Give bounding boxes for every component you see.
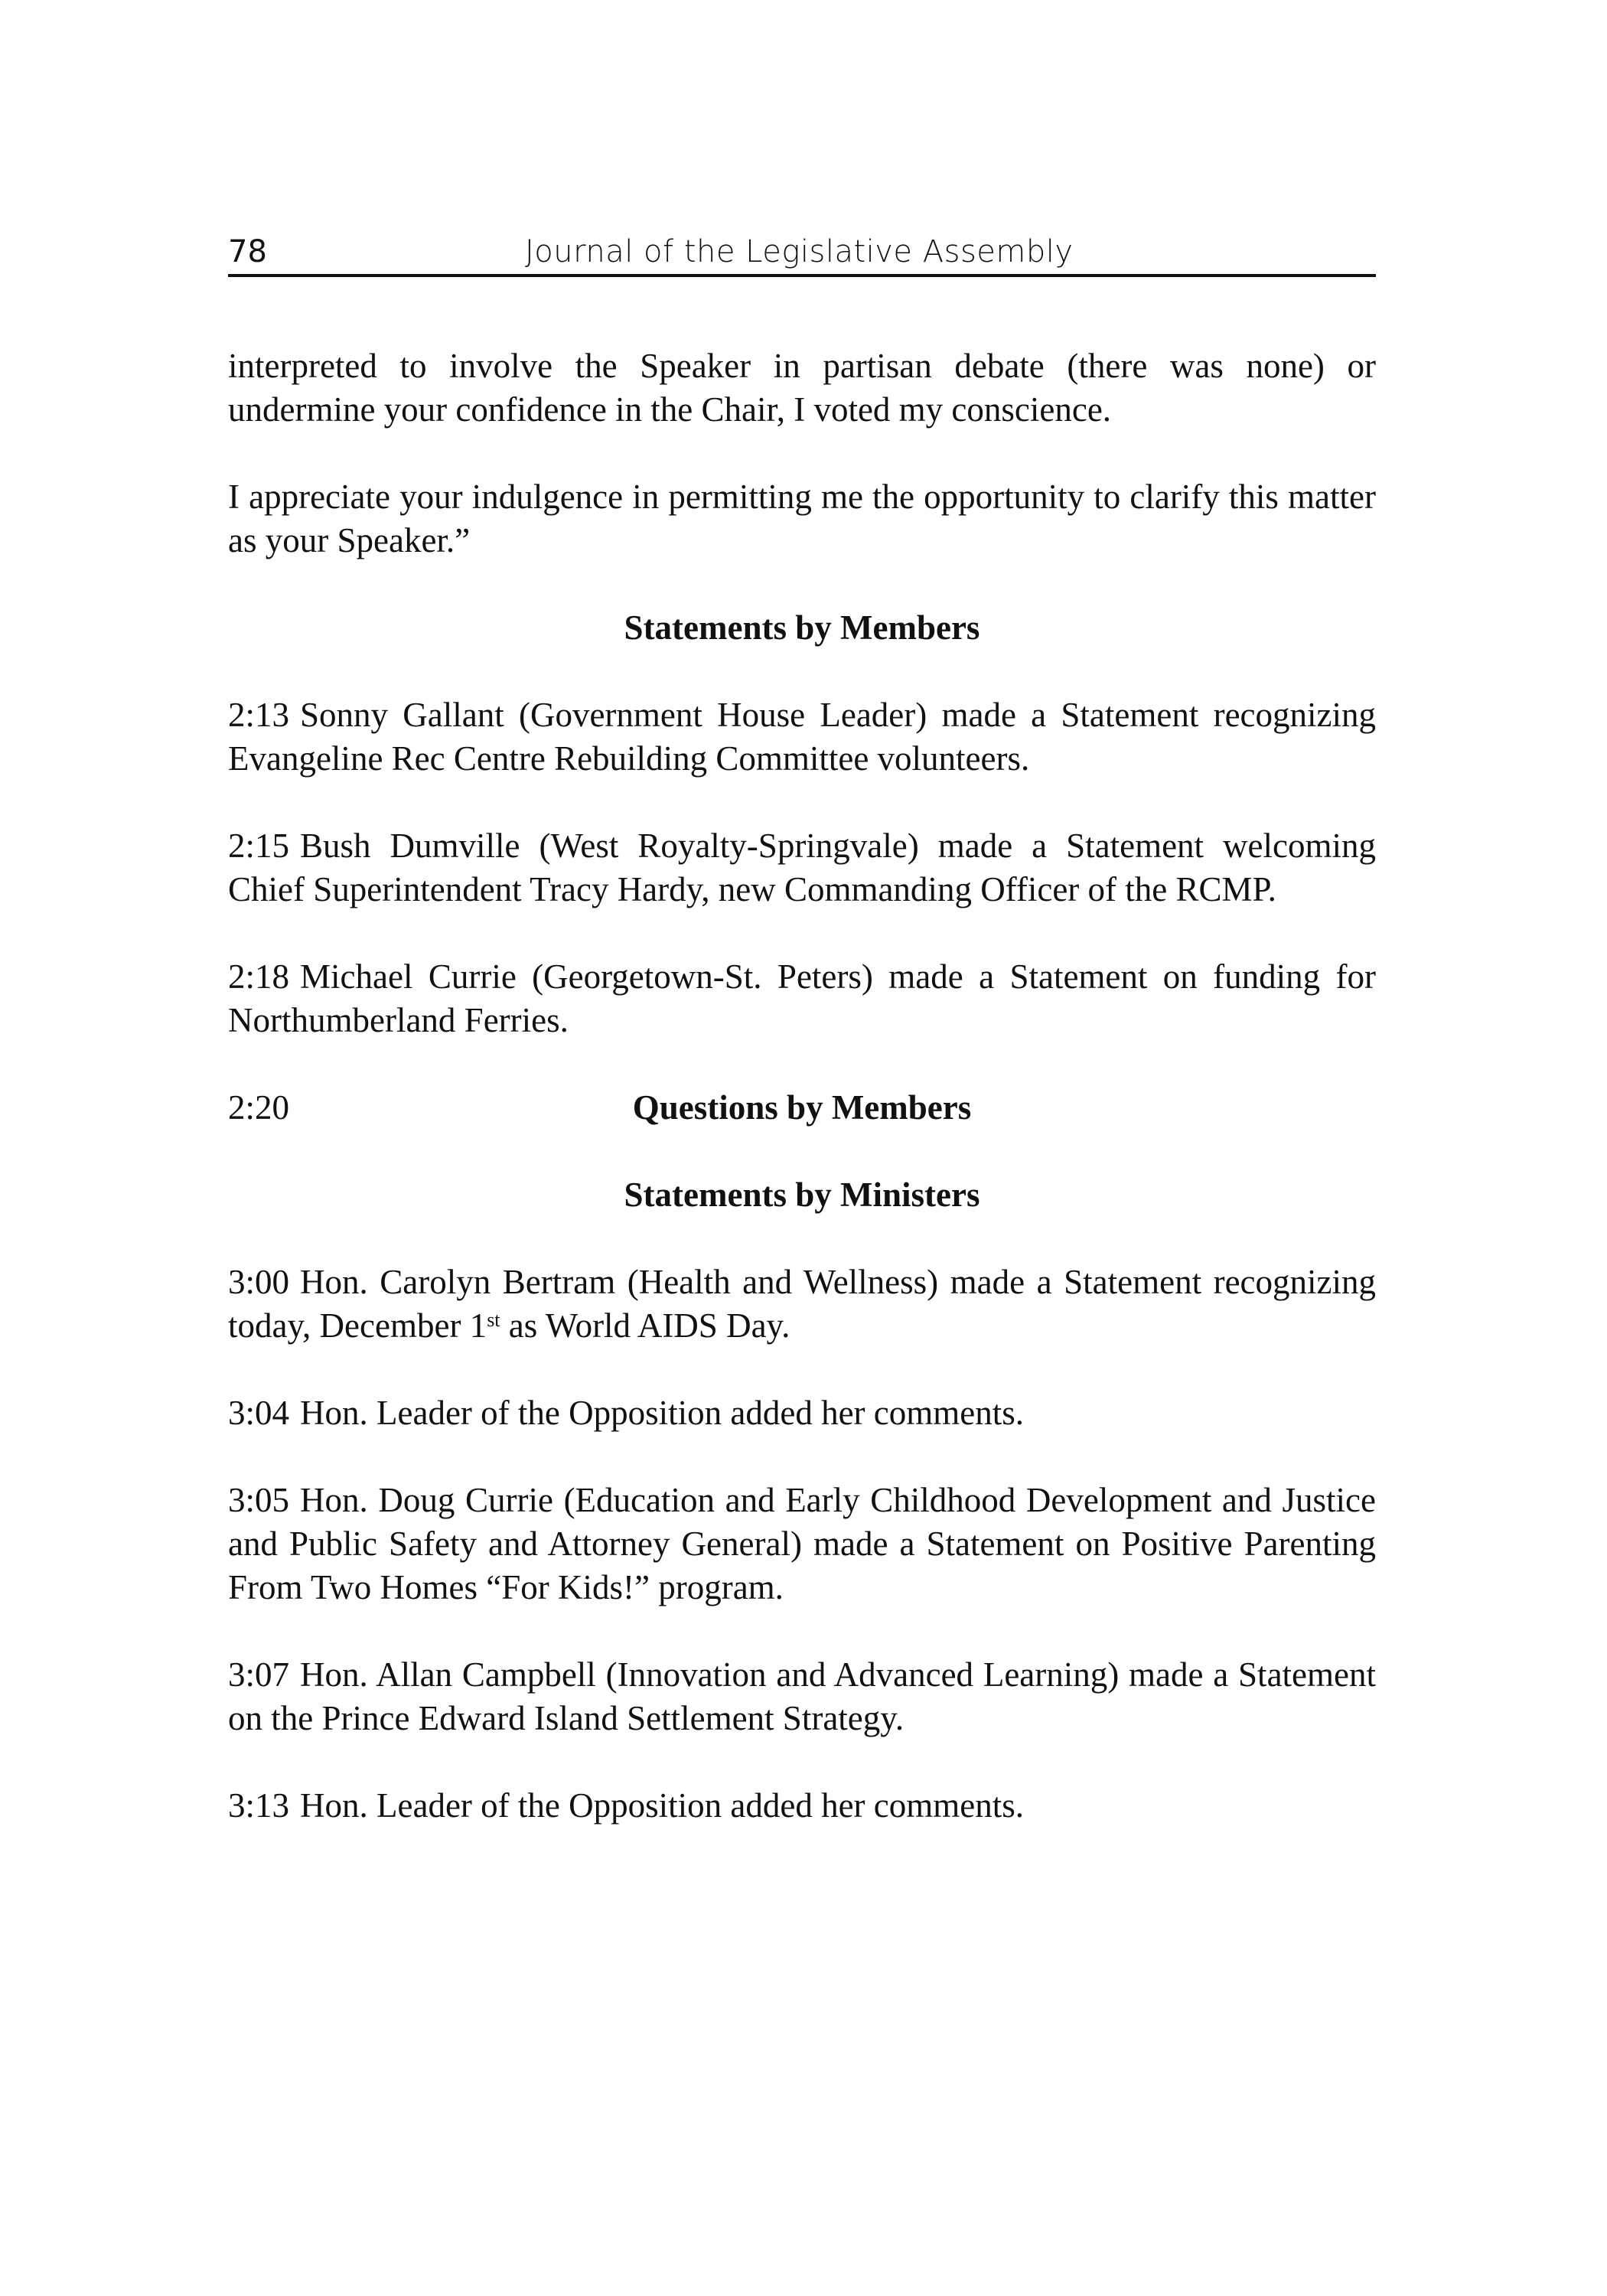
entry-text: Hon. Doug Currie (Education and Early Childhood Development and Justice and Public Safety and Attorney General) made a Statement on Positive Parenting From Two Homes “For Kids!” program. bbox=[228, 1481, 1376, 1606]
page-number: 78 bbox=[228, 234, 267, 269]
entry-text: Sonny Gallant (Government House Leader) made a Statement recognizing Evangeline Rec Centre Rebuilding Committee volunteers. bbox=[228, 696, 1376, 778]
entry-minister-statement-2 bbox=[228, 1479, 1376, 1609]
entry-text: Hon. Leader of the Opposition added her comments. bbox=[300, 1786, 1025, 1825]
entry-time: 3:05 bbox=[228, 1481, 290, 1519]
entry-time: 3:04 bbox=[228, 1394, 290, 1432]
entry-text: Michael Currie (Georgetown-St. Peters) made a Statement on funding for Northumberland Ferries. bbox=[228, 957, 1376, 1039]
paragraph-speaker-conscience: interpreted to involve the Speaker in partisan debate (there was none) or undermine your confidence in the Chair, I voted my conscience. bbox=[228, 347, 1376, 429]
entry-time: 2:20 bbox=[228, 1088, 290, 1127]
entry-text: Bush Dumville (West Royalty-Springvale) made a Statement welcoming Chief Superintendent Tracy Hardy, new Commanding Officer of the RCMP. bbox=[228, 827, 1376, 908]
journal-content bbox=[228, 344, 1376, 1828]
paragraph-speaker-clarification: I appreciate your indulgence in permitting me the opportunity to clarify this matter as your Speaker.” bbox=[228, 478, 1376, 559]
entry-text: Hon. Carolyn Bertram (Health and Wellness) made a Statement recognizing today, December 1 bbox=[228, 1263, 1376, 1345]
entry-statement-3 bbox=[228, 955, 1376, 1042]
entry-statement-2 bbox=[228, 824, 1376, 912]
entry-opposition-comment-1 bbox=[228, 1391, 1376, 1435]
entry-time: 3:00 bbox=[228, 1263, 290, 1301]
superscript-ordinal: st bbox=[487, 1309, 500, 1331]
entry-text-tail: as World AIDS Day. bbox=[500, 1306, 790, 1345]
entry-time: 2:18 bbox=[228, 957, 290, 996]
journal-title: Journal of the Legislative Assembly bbox=[525, 234, 1074, 269]
entry-text: Hon. Allan Campbell (Innovation and Advanced Learning) made a Statement on the Prince Edward Island Settlement Strategy. bbox=[228, 1655, 1376, 1737]
running-header bbox=[228, 230, 1376, 277]
entry-minister-statement-1 bbox=[228, 1261, 1376, 1348]
entry-time: 3:07 bbox=[228, 1655, 290, 1694]
section-heading-questions-by-members: Questions by Members bbox=[632, 1088, 972, 1127]
journal-page bbox=[228, 230, 1376, 1871]
entry-statement-1 bbox=[228, 693, 1376, 781]
entry-time: 3:13 bbox=[228, 1786, 290, 1825]
entry-minister-statement-3 bbox=[228, 1653, 1376, 1740]
section-heading-statements-by-members: Statements by Members bbox=[624, 608, 980, 647]
entry-time: 2:15 bbox=[228, 827, 290, 865]
section-heading-statements-by-ministers: Statements by Ministers bbox=[624, 1176, 980, 1214]
entry-text: Hon. Leader of the Opposition added her comments. bbox=[300, 1394, 1025, 1432]
entry-time: 2:13 bbox=[228, 696, 290, 734]
entry-opposition-comment-2 bbox=[228, 1784, 1376, 1828]
questions-heading-row bbox=[228, 1086, 1376, 1130]
